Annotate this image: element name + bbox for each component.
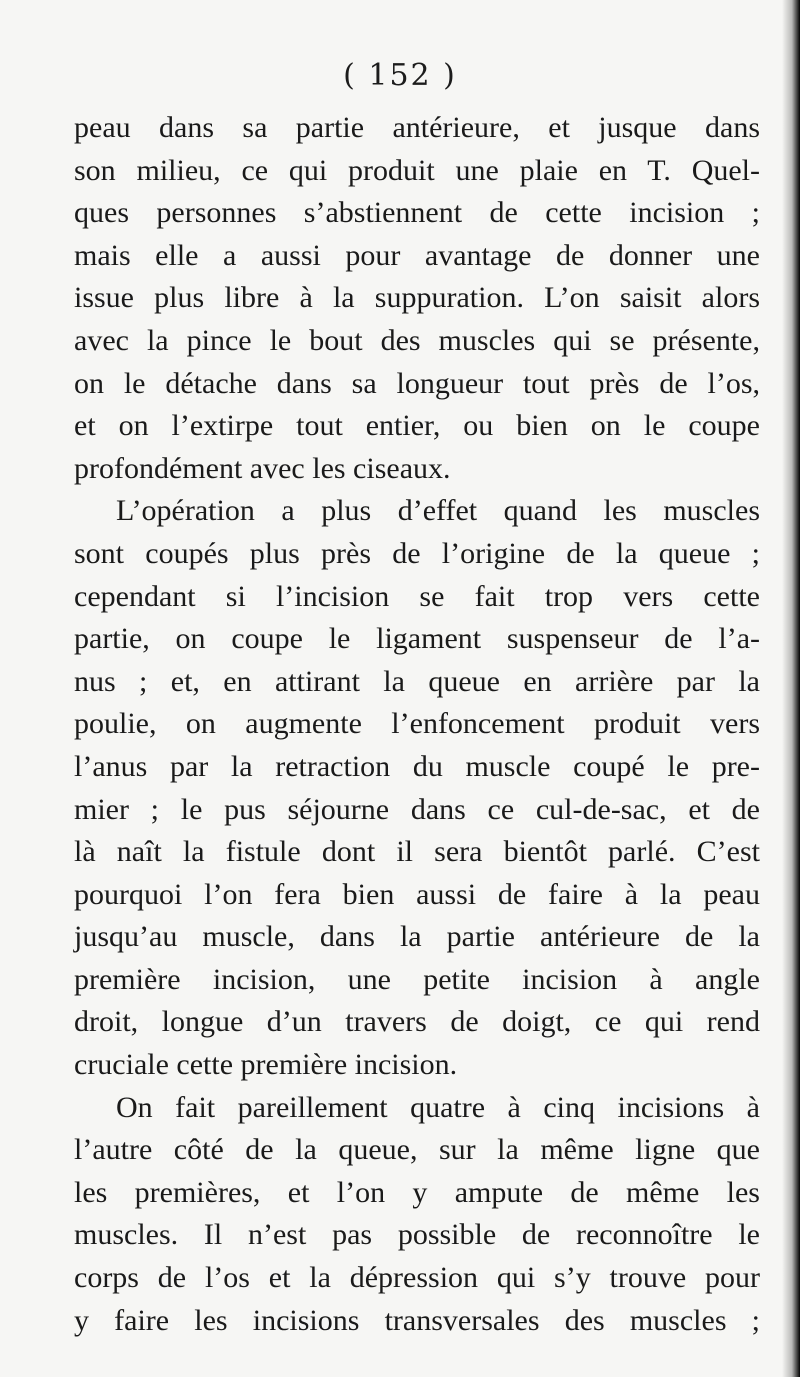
binding-shadow — [782, 0, 800, 1377]
text-line: on le détache dans sa longueur tout près de l’os, — [74, 366, 760, 400]
text-line: L’opération a plus d’effet quand les muscles — [116, 494, 760, 528]
text-line: cependant si l’incision se fait trop vers cette — [74, 579, 760, 613]
text-line: partie, on coupe le ligament suspenseur de l’a- — [74, 622, 760, 656]
text-line: muscles. Il n’est pas possible de reconnoître le — [74, 1218, 760, 1252]
text-line: ques personnes s’abstiennent de cette incision ; — [74, 196, 760, 230]
text-line: mais elle a aussi pour avantage de donner une — [74, 238, 760, 272]
text-line: poulie, on augmente l’enfoncement produit vers — [74, 707, 760, 741]
text-line: mier ; le pus séjourne dans ce cul-de-sac, et de — [74, 792, 760, 826]
text-line: l’anus par la retraction du muscle coupé le pre- — [74, 749, 760, 783]
text-line: jusqu’au muscle, dans la partie antérieure de la — [74, 920, 760, 954]
text-line: pourquoi l’on fera bien aussi de faire à la peau — [74, 877, 760, 911]
text-line: cruciale cette première incision. — [74, 1048, 458, 1082]
body-text — [74, 107, 760, 1342]
text-line: sont coupés plus près de l’origine de la queue ; — [74, 536, 760, 570]
text-line: issue plus libre à la suppuration. L’on saisit alors — [74, 281, 760, 315]
text-line: et on l’extirpe tout entier, ou bien on le coupe — [74, 409, 760, 443]
text-line: là naît la fistule dont il sera bientôt parlé. C’est — [74, 835, 760, 869]
text-line: corps de l’os et la dépression qui s’y trouve pour — [74, 1261, 760, 1295]
text-line: son milieu, ce qui produit une plaie en T. Quel- — [74, 153, 760, 187]
text-line: l’autre côté de la queue, sur la même ligne que — [74, 1133, 760, 1167]
text-line: première incision, une petite incision à angle — [74, 962, 760, 996]
text-line: droit, longue d’un travers de doigt, ce qui rend — [74, 1005, 760, 1039]
text-line: On fait pareillement quatre à cinq incisions à — [116, 1090, 760, 1124]
text-line: nus ; et, en attirant la queue en arrière par la — [74, 664, 760, 698]
text-line: profondément avec les ciseaux. — [74, 451, 451, 485]
text-line: avec la pince le bout des muscles qui se présente, — [74, 323, 760, 357]
text-line: les premières, et l’on y ampute de même les — [74, 1175, 760, 1209]
page-number: ( 152 ) — [343, 58, 457, 93]
text-line: y faire les incisions transversales des muscles ; — [74, 1303, 760, 1337]
text-line: peau dans sa partie antérieure, et jusque dans — [74, 111, 760, 144]
